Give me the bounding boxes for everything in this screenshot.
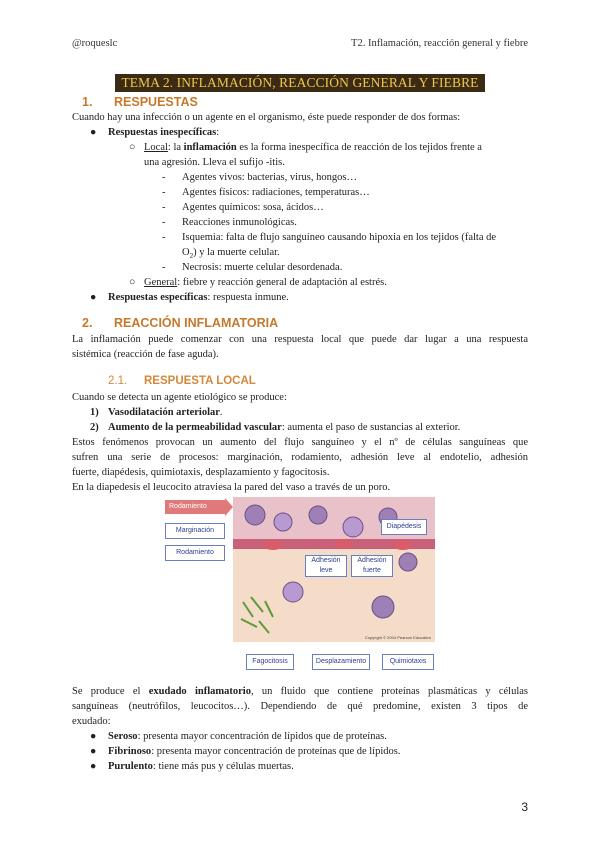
dash-icon: -: [162, 172, 166, 183]
especificas-label: Respuestas específicas: [108, 292, 208, 303]
general-text: : fiebre y reacción general de adaptación al estrés.: [177, 277, 387, 288]
type-rest: : presenta mayor concentración de lípidos que de proteínas.: [137, 731, 387, 742]
subsection-heading: [108, 375, 256, 387]
exudado-line3: exudado:: [72, 716, 111, 727]
exudado-line2: sanguíneas (neutrófilos, leucocitos…). Dependiendo de qué predomine, existen 3 tipos de: [72, 701, 528, 712]
exudado-rest: , un fluido que contiene proteínas plasmáticas y células: [250, 686, 528, 697]
figure-label-desplazamiento: Desplazamiento: [312, 654, 370, 670]
local-line1: es la forma inespecífica de reacción de los tejidos frente a: [236, 142, 482, 153]
item-number: 2): [90, 422, 99, 433]
isquemia-rest: ) y la muerte celular.: [193, 247, 280, 258]
agent-item: Agentes físicos: radiaciones, temperaturas…: [182, 187, 370, 198]
para-line1: Estos fenómenos provocan un aumento del flujo sanguíneo y el nº de células sanguíneas que: [72, 437, 528, 448]
figure-label-fagocitosis: Fagocitosis: [246, 654, 294, 670]
section-1-heading: [82, 95, 198, 109]
section-1-intro: Cuando hay una infección o un agente en el organismo, éste puede responder de dos formas:: [72, 112, 461, 123]
bullet-dot-icon: ●: [90, 127, 97, 138]
bullet-dot-icon: ●: [90, 292, 97, 303]
header-author: @roqueslc: [72, 38, 118, 49]
para-line3: fuerte, diapédesis, quimiotaxis, desplazamiento y fagocitosis.: [72, 467, 330, 478]
inespecificas-label: Respuestas inespecíficas: [108, 127, 217, 138]
item-bold: Aumento de la permeabilidad vascular: [108, 422, 282, 433]
type-rest: : tiene más pus y células muertas.: [152, 761, 294, 772]
type-bold: Purulento: [108, 761, 153, 772]
type-bold: Fibrinoso: [108, 746, 152, 757]
section-2-heading: [82, 316, 278, 330]
isquemia-line1: Isquemia: falta de flujo sanguíneo causando hipoxia en los tejidos (falta de: [182, 232, 497, 243]
bullet-dot-icon: ●: [90, 746, 97, 757]
necrosis-item: Necrosis: muerte celular desordenada.: [182, 262, 343, 273]
section-2-intro-line2: sistémica (reacción de fase aguda).: [72, 349, 219, 360]
agent-item: Agentes vivos: bacterias, virus, hongos…: [182, 172, 357, 183]
diapedesis-text: En la diapedesis el leucocito atraviesa la pared del vaso a través de un poro.: [72, 482, 391, 493]
figure-label-rodamiento: Rodamiento: [165, 545, 225, 561]
bullet-dot-icon: ●: [90, 761, 97, 772]
general-label: General: [144, 277, 178, 288]
item-bold: Vasodilatación arteriolar: [108, 407, 220, 418]
exudado-line1: [72, 685, 528, 700]
inflammation-figure: [165, 497, 435, 642]
section-1-number: 1.: [82, 95, 93, 109]
isquemia-o: O: [182, 247, 190, 258]
subsection-number: 2.1.: [108, 375, 128, 387]
item-rest: : aumenta el paso de sustancias al exterior.: [281, 422, 461, 433]
local-pre: : la: [167, 142, 184, 153]
bullet-dot-icon: ●: [90, 731, 97, 742]
agent-item: Agentes químicos: sosa, ácidos…: [182, 202, 324, 213]
page-number: 3: [521, 800, 528, 814]
section-1-title: RESPUESTAS: [114, 95, 198, 109]
especificas-text: : respuesta inmune.: [207, 292, 289, 303]
item-rest: .: [219, 407, 223, 418]
local-label: Local: [144, 142, 168, 153]
figure-illustration: [233, 497, 435, 642]
dash-icon: -: [162, 202, 166, 213]
local-bold: inflamación: [183, 142, 237, 153]
type-rest: : presenta mayor concentración de proteínas que de lípidos.: [151, 746, 401, 757]
subsection-title: RESPUESTA LOCAL: [144, 375, 256, 387]
detect-text: Cuando se detecta un agente etiológico se produce:: [72, 392, 287, 403]
figure-copyright: Copyright © 2004 Pearson Education: [364, 635, 431, 640]
intro1-text: La inflamación puede comenzar con una respuesta local que puede dar lugar a una respuesta: [72, 334, 528, 345]
exudado-bold: exudado inflamatorio: [148, 686, 251, 697]
figure-label-marginacion: Marginación: [165, 523, 225, 539]
figure-label-quimiotaxis: Quimiotaxis: [382, 654, 434, 670]
figure-label-adhesion-leve: Adhesión leve: [305, 555, 347, 577]
local-line2: una agresión. Lleva el sufijo -itis.: [144, 157, 285, 168]
document-title: TEMA 2. INFLAMACIÓN, REACCIÓN GENERAL Y FIEBRE: [115, 74, 485, 92]
figure-label-adhesion-fuerte: Adhesión fuerte: [351, 555, 393, 577]
type-bold: Seroso: [108, 731, 138, 742]
section-2-intro-line1: [72, 333, 528, 348]
dash-icon: -: [162, 262, 166, 273]
exudado-pre: Se produce el: [72, 686, 149, 697]
dash-icon: -: [162, 187, 166, 198]
agent-item: Reacciones inmunológicas.: [182, 217, 297, 228]
circle-bullet-icon: ○: [129, 142, 136, 153]
section-2-number: 2.: [82, 316, 93, 330]
isquemia-sub: 2: [189, 252, 194, 261]
section-2-title: REACCIÓN INFLAMATORIA: [114, 316, 279, 330]
figure-tag: Rodamiento: [165, 500, 225, 514]
para-line2: sufren una serie de procesos: marginación, rodamiento, adhesión leve al endotelio, adhesión: [72, 452, 528, 463]
item-number: 1): [90, 407, 99, 418]
circle-bullet-icon: ○: [129, 277, 136, 288]
dash-icon: -: [162, 217, 166, 228]
dash-icon: -: [162, 232, 166, 243]
figure-label-diapedesis: Diapédesis: [381, 519, 427, 535]
header-topic: T2. Inflamación, reacción general y fiebre: [351, 38, 528, 49]
